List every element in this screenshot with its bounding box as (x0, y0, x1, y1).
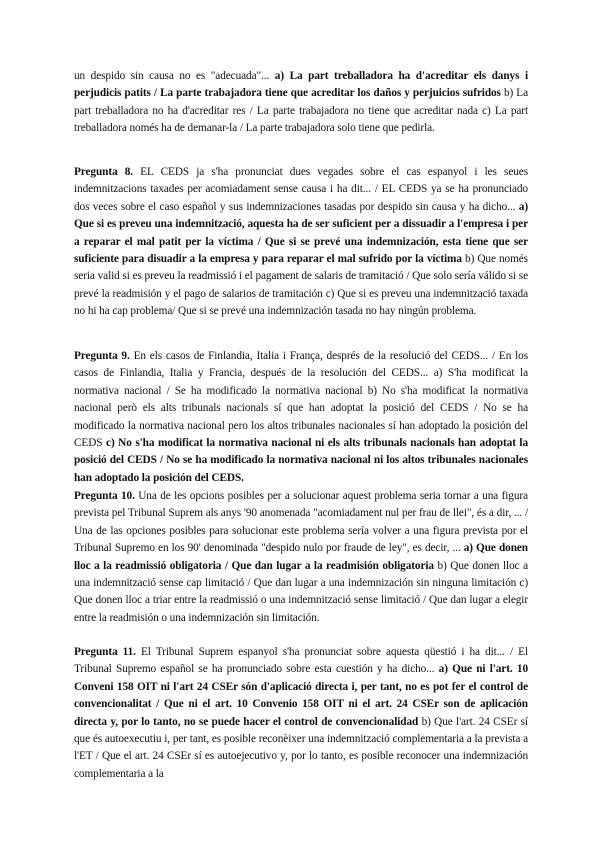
question-text: En els casos de Finlandia, Italia i França, després de la resolució del CEDS... / En los casos de Finlandia, Italia y Francia, después de la resolución del CEDS... a) S'ha modificat la normativa nacional / Se ha modificado la normativa nacional b) No s'ha modificat la normativa nacional però els alts tribunals nacionals sí que han adoptat la posició del CEDS / No se ha modificado la normativa nacional pero los altos tribunales nacionales sí han adoptado la posición del CEDS (74, 350, 529, 450)
question-text: EL CEDS ja s'ha pronunciat dues vegades sobre el cas espanyol i les seues indemnitzacions taxades per acomiadament sense causa i ha dit... / EL CEDS ya se ha pronunciado dos veces sobre el caso español y sus indemnizaciones tasadas por despido sin causa y ha dicho... (74, 166, 528, 213)
correct-answer: a) Que ni l'art. 10 Conveni 158 OIT ni l'art 24 CSEr són d'aplicació directa i, per tant, no es pot fer el control de convencionalitat / Que ni el art. 10 Convenio 158 OIT ni el art. 24 CSEr son de aplicación directa y, por lo tanto, no se puede hacer el control de convencionalidad (74, 663, 528, 728)
correct-answer: c) No s'ha modificat la normativa nacional ni els alts tribunals nacionals han adoptat la posició del CEDS / No se ha modificado la normativa nacional ni los altos tribunales nacionales han adoptado la posición del CEDS. (74, 437, 528, 484)
question-text: Una de les opcions posibles per a solucionar aquest problema seria tornar a una figura prevista pel Tribunal Suprem als anys '90 anomenada "acomiadament nul per frau de llei", és a dir, ... / Una de las opciones posibles para solucionar este problema sería volver a una figura prevista por el Tribunal Supremo en los 90' denominada "despido nulo por fraude de ley", es decir, ... (74, 490, 528, 555)
other-answers: b) Que l'art. 24 CSEr sí que és autoexecutiu i, per tant, es posible reconèixer una indemnització complementaria a la prevista a l'ET / Que el art. 24 CSEr sí es autoejecutivo y, por lo tanto, es posible reconocer una indemnización complementaria a la (74, 715, 528, 780)
correct-answer: a) Que donen lloc a la readmissió obligatoria / Que dan lugar a la readmisión obligatoria (74, 542, 528, 572)
question-8 (74, 164, 528, 321)
correct-answer: a) La part treballadora ha d'acreditar els danys i perjudicis patits / La parte trabajadora tiene que acreditar los daños y perjuicios sufridos (74, 70, 528, 100)
question-label: Pregunta 10. (74, 490, 135, 502)
question-9 (74, 348, 528, 487)
question-text: un despido sin causa no es "adecuada"... (74, 70, 270, 82)
correct-answer: a) Que si es preveu una indemnització, aquesta ha de ser suficient per a dissuadir a l'empresa i per a reparar el mal patit per la víctima / Que si se prevé una indemnización, esta tiene que ser suficiente para disuadir a la empresa y para reparar el mal sufrido por la víctima (74, 200, 529, 266)
other-answers: b) La part treballadora no ha d'acreditar res / La parte trabajadora no tiene que acreditar nada c) La part treballadora només ha de demanar-la / La parte trabajadora solo tiene que pedirla. (74, 87, 528, 135)
question-10 (74, 488, 528, 627)
question-label: Pregunta 11. (74, 646, 136, 658)
other-answers: b) Que només seria valid si es preveu la readmissió i el pagament de salaris de tramitació / Que solo sería válido si se prevé la readmisión y el pago de salarios de tramitación c) Que si es preveu una indemnització taxada no hi ha cap problema/ Que si se prevé una indemnización tasada no hay ningún problema. (74, 253, 528, 318)
question-7-continuation (74, 68, 528, 138)
question-text: El Tribunal Suprem espanyol s'ha pronunciat sobre aquesta qüestió i ha dit... / El Tribunal Supremo español se ha pronunciado sobre esta cuestión y ha dicho... (74, 646, 528, 676)
question-11 (74, 644, 528, 783)
question-label: Pregunta 9. (74, 350, 130, 362)
question-label: Pregunta 8. (74, 166, 134, 178)
other-answers: b) Que donen lloc a una indemnització sense cap limitació / Que dan lugar a una indemnización sin ninguna limitación c) Que donen lloc a triar entre la readmissió o una indemnització sense limitació / Que dan lugar a elegir entre la readmisión o una indemnización sin limitación. (74, 559, 528, 624)
